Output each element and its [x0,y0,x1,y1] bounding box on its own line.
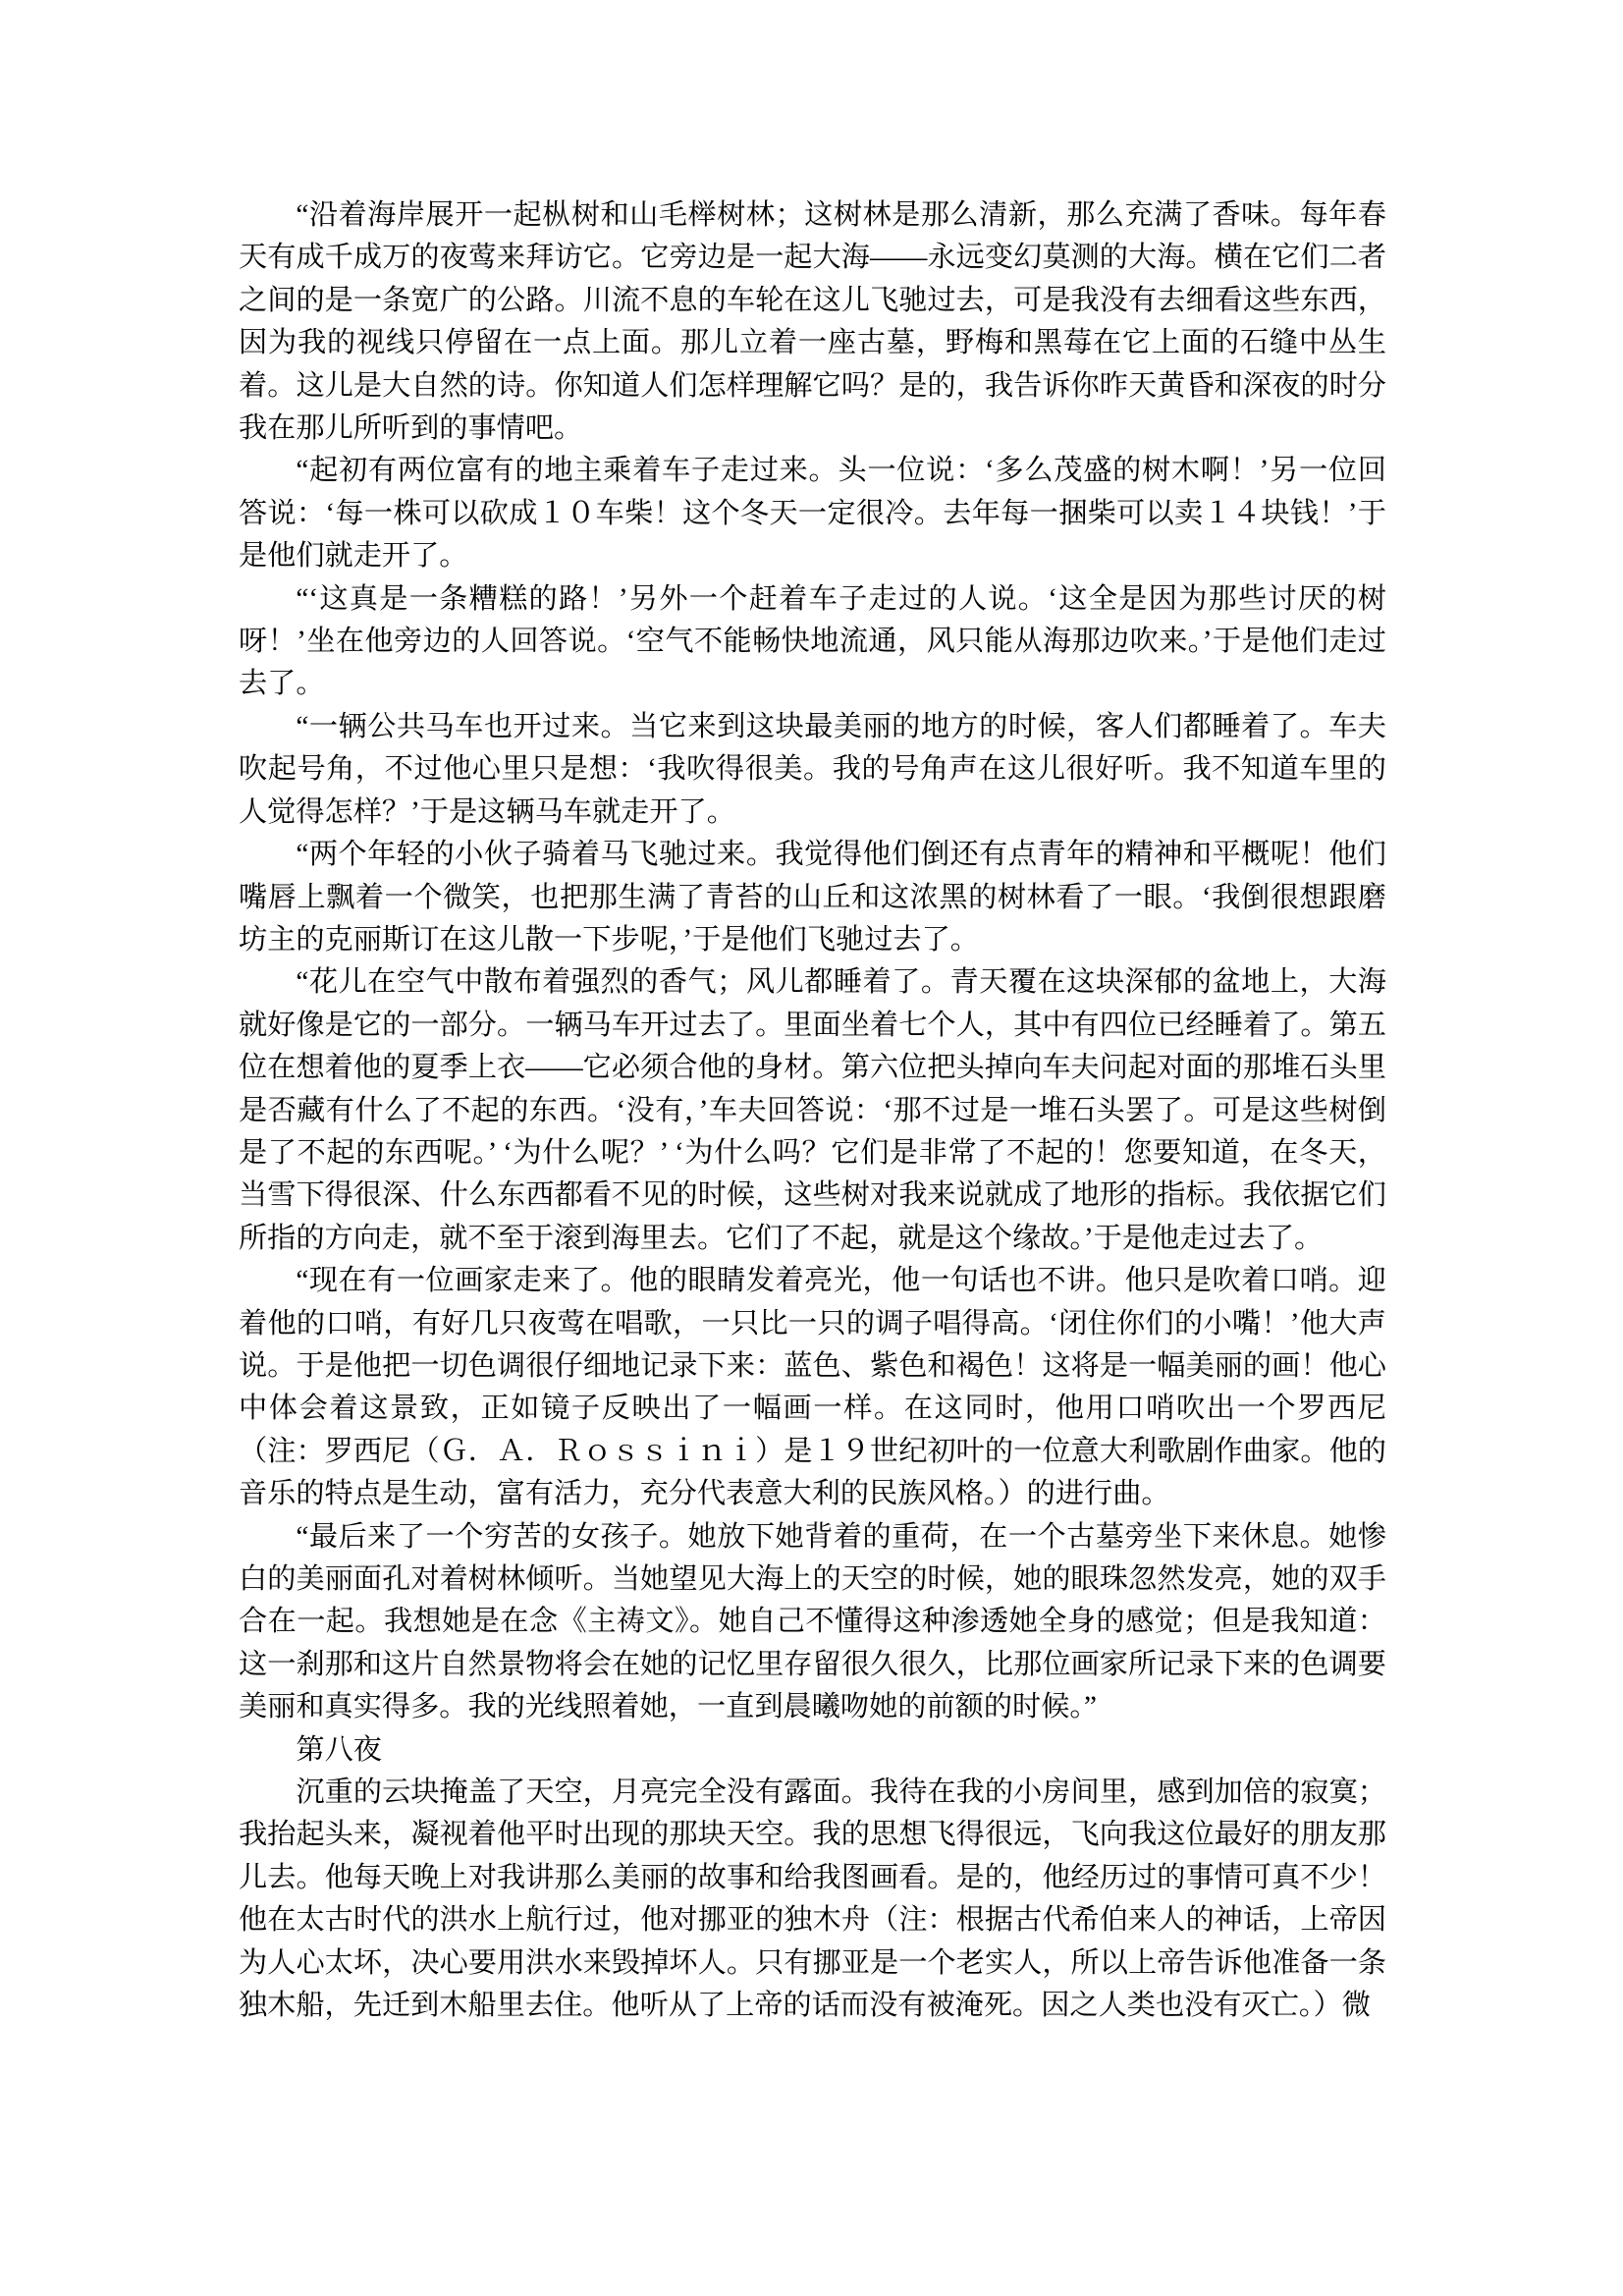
paragraph: “沿着海岸展开一起枞树和山毛榉树林；这树林是那么清新，那么充满了香味。每年春天有成千成万的夜莺来拜访它。它旁边是一起大海——永远变幻莫测的大海。横在它们二者之间的是一条宽广的公路。川流不息的车轮在这儿飞驰过去，可是我没有去细看这些东西，因为我的视线只停留在一点上面。那儿立着一座古墓，野梅和黑莓在它上面的石缝中丛生着。这儿是大自然的诗。你知道人们怎样理解它吗？是的，我告诉你昨天黄昏和深夜的时分我在那儿所听到的事情吧。 [239,199,1386,445]
paragraph: 沉重的云块掩盖了天空，月亮完全没有露面。我待在我的小房间里，感到加倍的寂寞；我抬起头来，凝视着他平时出现的那块天空。我的思想飞得很远，飞向我这位最好的朋友那儿去。他每天晚上对我讲那么美丽的故事和给我图画看。是的，他经历过的事情可真不少！他在太古时代的洪水上航行过，他对挪亚的独木舟（注：根据古代希伯来人的神话，上帝因为人心太坏，决心要用洪水来毁掉坏人。只有挪亚是一个老实人，所以上帝告诉他准备一条独木船，先迁到木船里去住。他听从了上帝的话而没有被淹死。因之人类也没有灭亡。）微 [239,1777,1386,2022]
paragraph: “现在有一位画家走来了。他的眼睛发着亮光，他一句话也不讲。他只是吹着口哨。迎着他的口哨，有好几只夜莺在唱歌，一只比一只的调子唱得高。‘闭住你们的小嘴！’他大声说。于是他把一切色调很仔细地记录下来：蓝色、紫色和褐色！这将是一幅美丽的画！他心中体会着这景致，正如镜子反映出了一幅画一样。在这同时，他用口哨吹出一个罗西尼（注：罗西尼（Ｇ．Ａ．Ｒｏｓｓｉｎｉ）是１９世纪初叶的一位意大利歌剧作曲家。他的音乐的特点是生动，富有活力，充分代表意大利的民族风格。）的进行曲。 [239,1265,1386,1510]
section-heading: 第八夜 [296,1733,382,1766]
paragraph: “最后来了一个穷苦的女孩子。她放下她背着的重荷，在一个古墓旁坐下来休息。她惨白的美丽面孔对着树林倾听。当她望见大海上的天空的时候，她的眼珠忽然发亮，她的双手合在一起。我想她是在念《主祷文》。她自己不懂得这种渗透她全身的感觉；但是我知道：这一刹那和这片自然景物将会在她的记忆里存留很久很久，比那位画家所记录下来的色调要美丽和真实得多。我的光线照着她，一直到晨曦吻她的前额的时候。” [239,1520,1386,1723]
document-text-block [239,194,1386,2027]
paragraph: “起初有两位富有的地主乘着车子走过来。头一位说：‘多么茂盛的树木啊！’另一位回答说：‘每一株可以砍成１０车柴！这个冬天一定很冷。去年每一捆柴可以卖１４块钱！’于是他们就走开了。 [239,455,1386,573]
paragraph: “花儿在空气中散布着强烈的香气；风儿都睡着了。青天覆在这块深郁的盆地上，大海就好像是它的一部分。一辆马车开过去了。里面坐着七个人，其中有四位已经睡着了。第五位在想着他的夏季上衣——它必须合他的身材。第六位把头掉向车夫问起对面的那堆石头里是否藏有什么了不起的东西。‘没有，’车夫回答说：‘那不过是一堆石头罢了。可是这些树倒是了不起的东西呢。’ ‘为什么呢？’ ‘为什么吗？它们是非常了不起的！您要知道，在冬天，当雪下得很深、什么东西都看不见的时候，这些树对我来说就成了地形的指标。我依据它们所指的方向走，就不至于滚到海里去。它们了不起，就是这个缘故。’于是他走过去了。 [239,966,1386,1254]
paragraph: “‘这真是一条糟糕的路！’另外一个赶着车子走过的人说。‘这全是因为那些讨厌的树呀！’坐在他旁边的人回答说。‘空气不能畅快地流通，风只能从海那边吹来。’于是他们走过去了。 [239,582,1386,700]
paragraph: “两个年轻的小伙子骑着马飞驰过来。我觉得他们倒还有点青年的精神和平概呢！他们嘴唇上飘着一个微笑，也把那生满了青苔的山丘和这浓黑的树林看了一眼。‘我倒很想跟磨坊主的克丽斯订在这儿散一下步呢，’于是他们飞驰过去了。 [239,839,1386,956]
paragraph: “一辆公共马车也开过来。当它来到这块最美丽的地方的时候，客人们都睡着了。车夫吹起号角，不过他心里只是想：‘我吹得很美。我的号角声在这儿很好听。我不知道车里的人觉得怎样？’于是这辆马车就走开了。 [239,710,1386,828]
